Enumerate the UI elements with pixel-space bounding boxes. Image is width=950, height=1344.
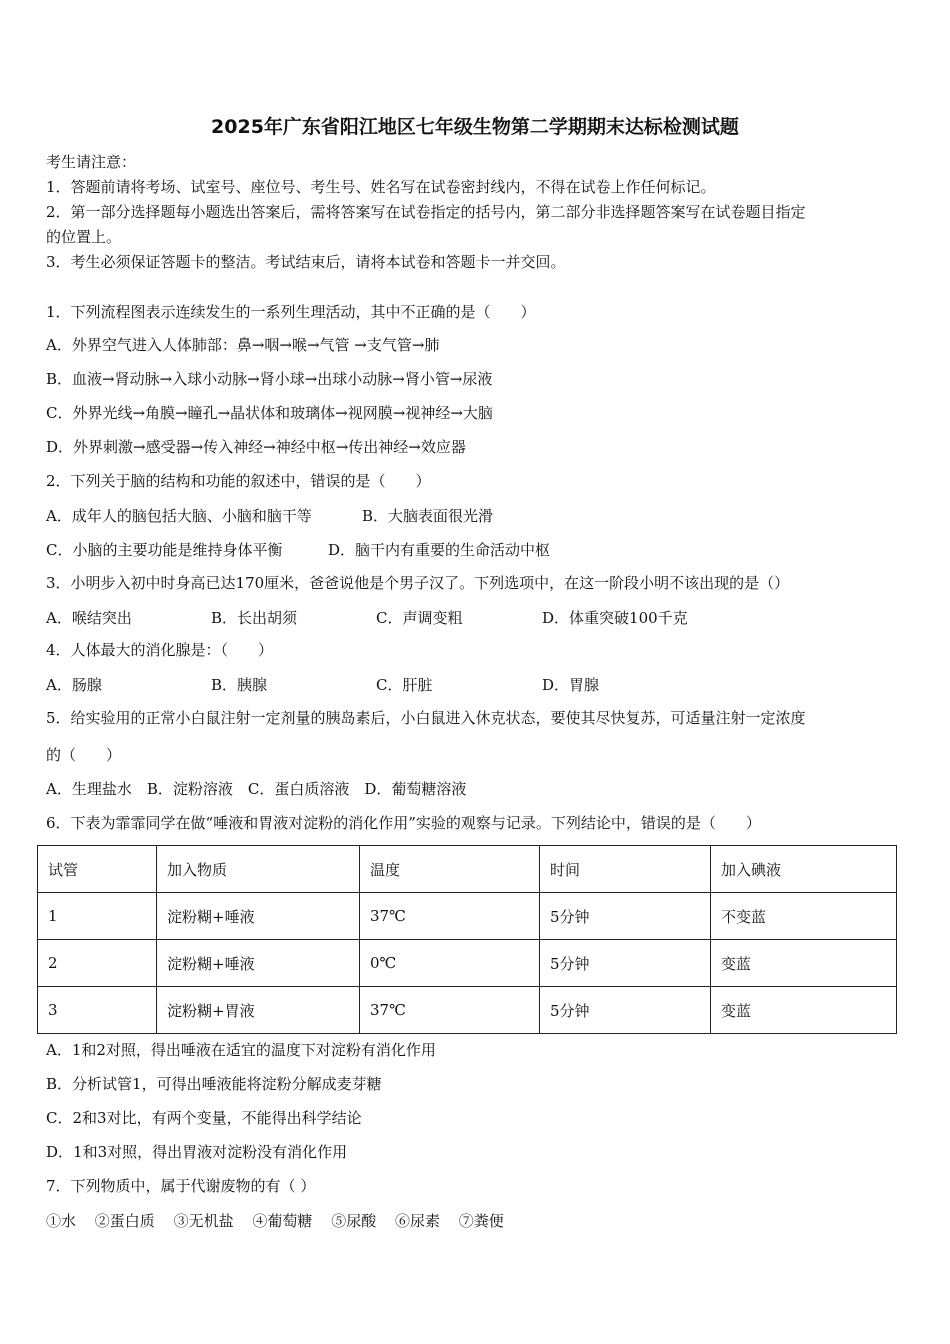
table-header-cell: 试管 bbox=[38, 846, 157, 893]
table-cell: 淀粉糊+唾液 bbox=[157, 893, 360, 940]
table-cell: 3 bbox=[38, 987, 157, 1034]
table-header-row bbox=[38, 846, 897, 893]
question-4-stem: 4．人体最大的消化腺是：（ ） bbox=[46, 641, 274, 659]
table-cell: 37℃ bbox=[360, 893, 540, 940]
question-7-stem: 7．下列物质中，属于代谢废物的有（ ） bbox=[46, 1177, 316, 1195]
question-6-option-d: D．1和3对照，得出胃液对淀粉没有消化作用 bbox=[46, 1143, 348, 1161]
table-header-cell: 加入碘液 bbox=[711, 846, 897, 893]
question-2-option-a: A．成年人的脑包括大脑、小脑和脑干等 bbox=[46, 507, 312, 525]
question-2-options-row-2 bbox=[46, 539, 906, 559]
question-4-options bbox=[46, 674, 906, 694]
experiment-table bbox=[37, 845, 897, 1034]
question-2-options-row-1 bbox=[46, 505, 906, 525]
table-cell: 淀粉糊+胃液 bbox=[157, 987, 360, 1034]
question-3-option-d: D．体重突破100千克 bbox=[542, 609, 688, 627]
question-1-option-c: C．外界光线→角膜→瞳孔→晶状体和玻璃体→视网膜→视神经→大脑 bbox=[46, 404, 493, 422]
table-cell: 5分钟 bbox=[540, 893, 711, 940]
question-3-option-c: C．声调变粗 bbox=[376, 609, 463, 627]
notice-item: 2．第一部分选择题每小题选出答案后，需将答案写在试卷指定的括号内，第二部分非选择题答案写在试卷题目指定 bbox=[46, 203, 806, 221]
question-2-option-d: D．脑干内有重要的生命活动中枢 bbox=[328, 541, 551, 559]
table-cell: 变蓝 bbox=[711, 940, 897, 987]
table-cell: 1 bbox=[38, 893, 157, 940]
question-4-option-d: D．胃腺 bbox=[542, 676, 600, 694]
question-2-stem: 2．下列关于脑的结构和功能的叙述中，错误的是（ ） bbox=[46, 472, 431, 490]
table-header-cell: 时间 bbox=[540, 846, 711, 893]
notice-item: 1．答题前请将考场、试室号、座位号、考生号、姓名写在试卷密封线内，不得在试卷上作任何标记。 bbox=[46, 178, 716, 196]
notice-heading: 考生请注意： bbox=[46, 153, 137, 171]
table-cell: 5分钟 bbox=[540, 987, 711, 1034]
question-3-option-b: B．长出胡须 bbox=[211, 609, 298, 627]
table-cell: 不变蓝 bbox=[711, 893, 897, 940]
table-cell: 2 bbox=[38, 940, 157, 987]
question-6-stem: 6．下表为霏霏同学在做“唾液和胃液对淀粉的消化作用”实验的观察与记录。下列结论中，错误的是（ ） bbox=[46, 814, 761, 832]
question-6-option-c: C．2和3对比，有两个变量，不能得出科学结论 bbox=[46, 1109, 362, 1127]
question-1-option-d: D．外界刺激→感受器→传入神经→神经中枢→传出神经→效应器 bbox=[46, 438, 466, 456]
question-3-option-a: A．喉结突出 bbox=[46, 609, 132, 627]
question-5-stem: 5．给实验用的正常小白鼠注射一定剂量的胰岛素后，小白鼠进入休克状态，要使其尽快复苏，可适量注射一定浓度 bbox=[46, 709, 806, 727]
question-7-item: ③无机盐 bbox=[173, 1212, 234, 1230]
question-5-options: A．生理盐水 B．淀粉溶液 C．蛋白质溶液 D．葡萄糖溶液 bbox=[46, 780, 467, 798]
question-5-stem-continued: 的（ ） bbox=[46, 746, 122, 764]
table-row bbox=[38, 987, 897, 1034]
question-7-item: ⑤尿酸 bbox=[331, 1212, 377, 1230]
table-row bbox=[38, 893, 897, 940]
question-1-stem: 1．下列流程图表示连续发生的一系列生理活动，其中不正确的是（ ） bbox=[46, 303, 536, 321]
question-6-option-b: B．分析试管1，可得出唾液能将淀粉分解成麦芽糖 bbox=[46, 1075, 382, 1093]
table-cell: 0℃ bbox=[360, 940, 540, 987]
notice-item: 3．考生必须保证答题卡的整洁。考试结束后，请将本试卷和答题卡一并交回。 bbox=[46, 253, 566, 271]
question-7-item: ②蛋白质 bbox=[94, 1212, 155, 1230]
question-7-items bbox=[46, 1210, 518, 1231]
question-4-option-a: A．肠腺 bbox=[46, 676, 102, 694]
question-7-item: ④葡萄糖 bbox=[252, 1212, 313, 1230]
table-cell: 淀粉糊+唾液 bbox=[157, 940, 360, 987]
question-7-item: ⑦粪便 bbox=[458, 1212, 504, 1230]
table-cell: 5分钟 bbox=[540, 940, 711, 987]
table-cell: 变蓝 bbox=[711, 987, 897, 1034]
table-header-cell: 温度 bbox=[360, 846, 540, 893]
question-1-option-a: A．外界空气进入人体肺部：鼻→咽→喉→气管 →支气管→肺 bbox=[46, 336, 440, 354]
question-7-item: ①水 bbox=[46, 1212, 77, 1230]
question-2-option-b: B．大脑表面很光滑 bbox=[362, 507, 494, 525]
question-1-option-b: B．血液→肾动脉→入球小动脉→肾小球→出球小动脉→肾小管→尿液 bbox=[46, 370, 493, 388]
question-6-option-a: A．1和2对照，得出唾液在适宜的温度下对淀粉有消化作用 bbox=[46, 1041, 436, 1059]
question-3-options bbox=[46, 607, 906, 627]
question-4-option-c: C．肝脏 bbox=[376, 676, 433, 694]
question-4-option-b: B．胰腺 bbox=[211, 676, 268, 694]
question-3-stem: 3．小明步入初中时身高已达170厘米，爸爸说他是个男子汉了。下列选项中，在这一阶段小明不该出现的是（） bbox=[46, 574, 790, 592]
page-title: 2025年广东省阳江地区七年级生物第二学期期末达标检测试题 bbox=[211, 116, 739, 138]
table-cell: 37℃ bbox=[360, 987, 540, 1034]
notice-item: 的位置上。 bbox=[46, 228, 122, 246]
question-7-item: ⑥尿素 bbox=[394, 1212, 440, 1230]
table-row bbox=[38, 940, 897, 987]
question-2-option-c: C．小脑的主要功能是维持身体平衡 bbox=[46, 541, 283, 559]
table-header-cell: 加入物质 bbox=[157, 846, 360, 893]
